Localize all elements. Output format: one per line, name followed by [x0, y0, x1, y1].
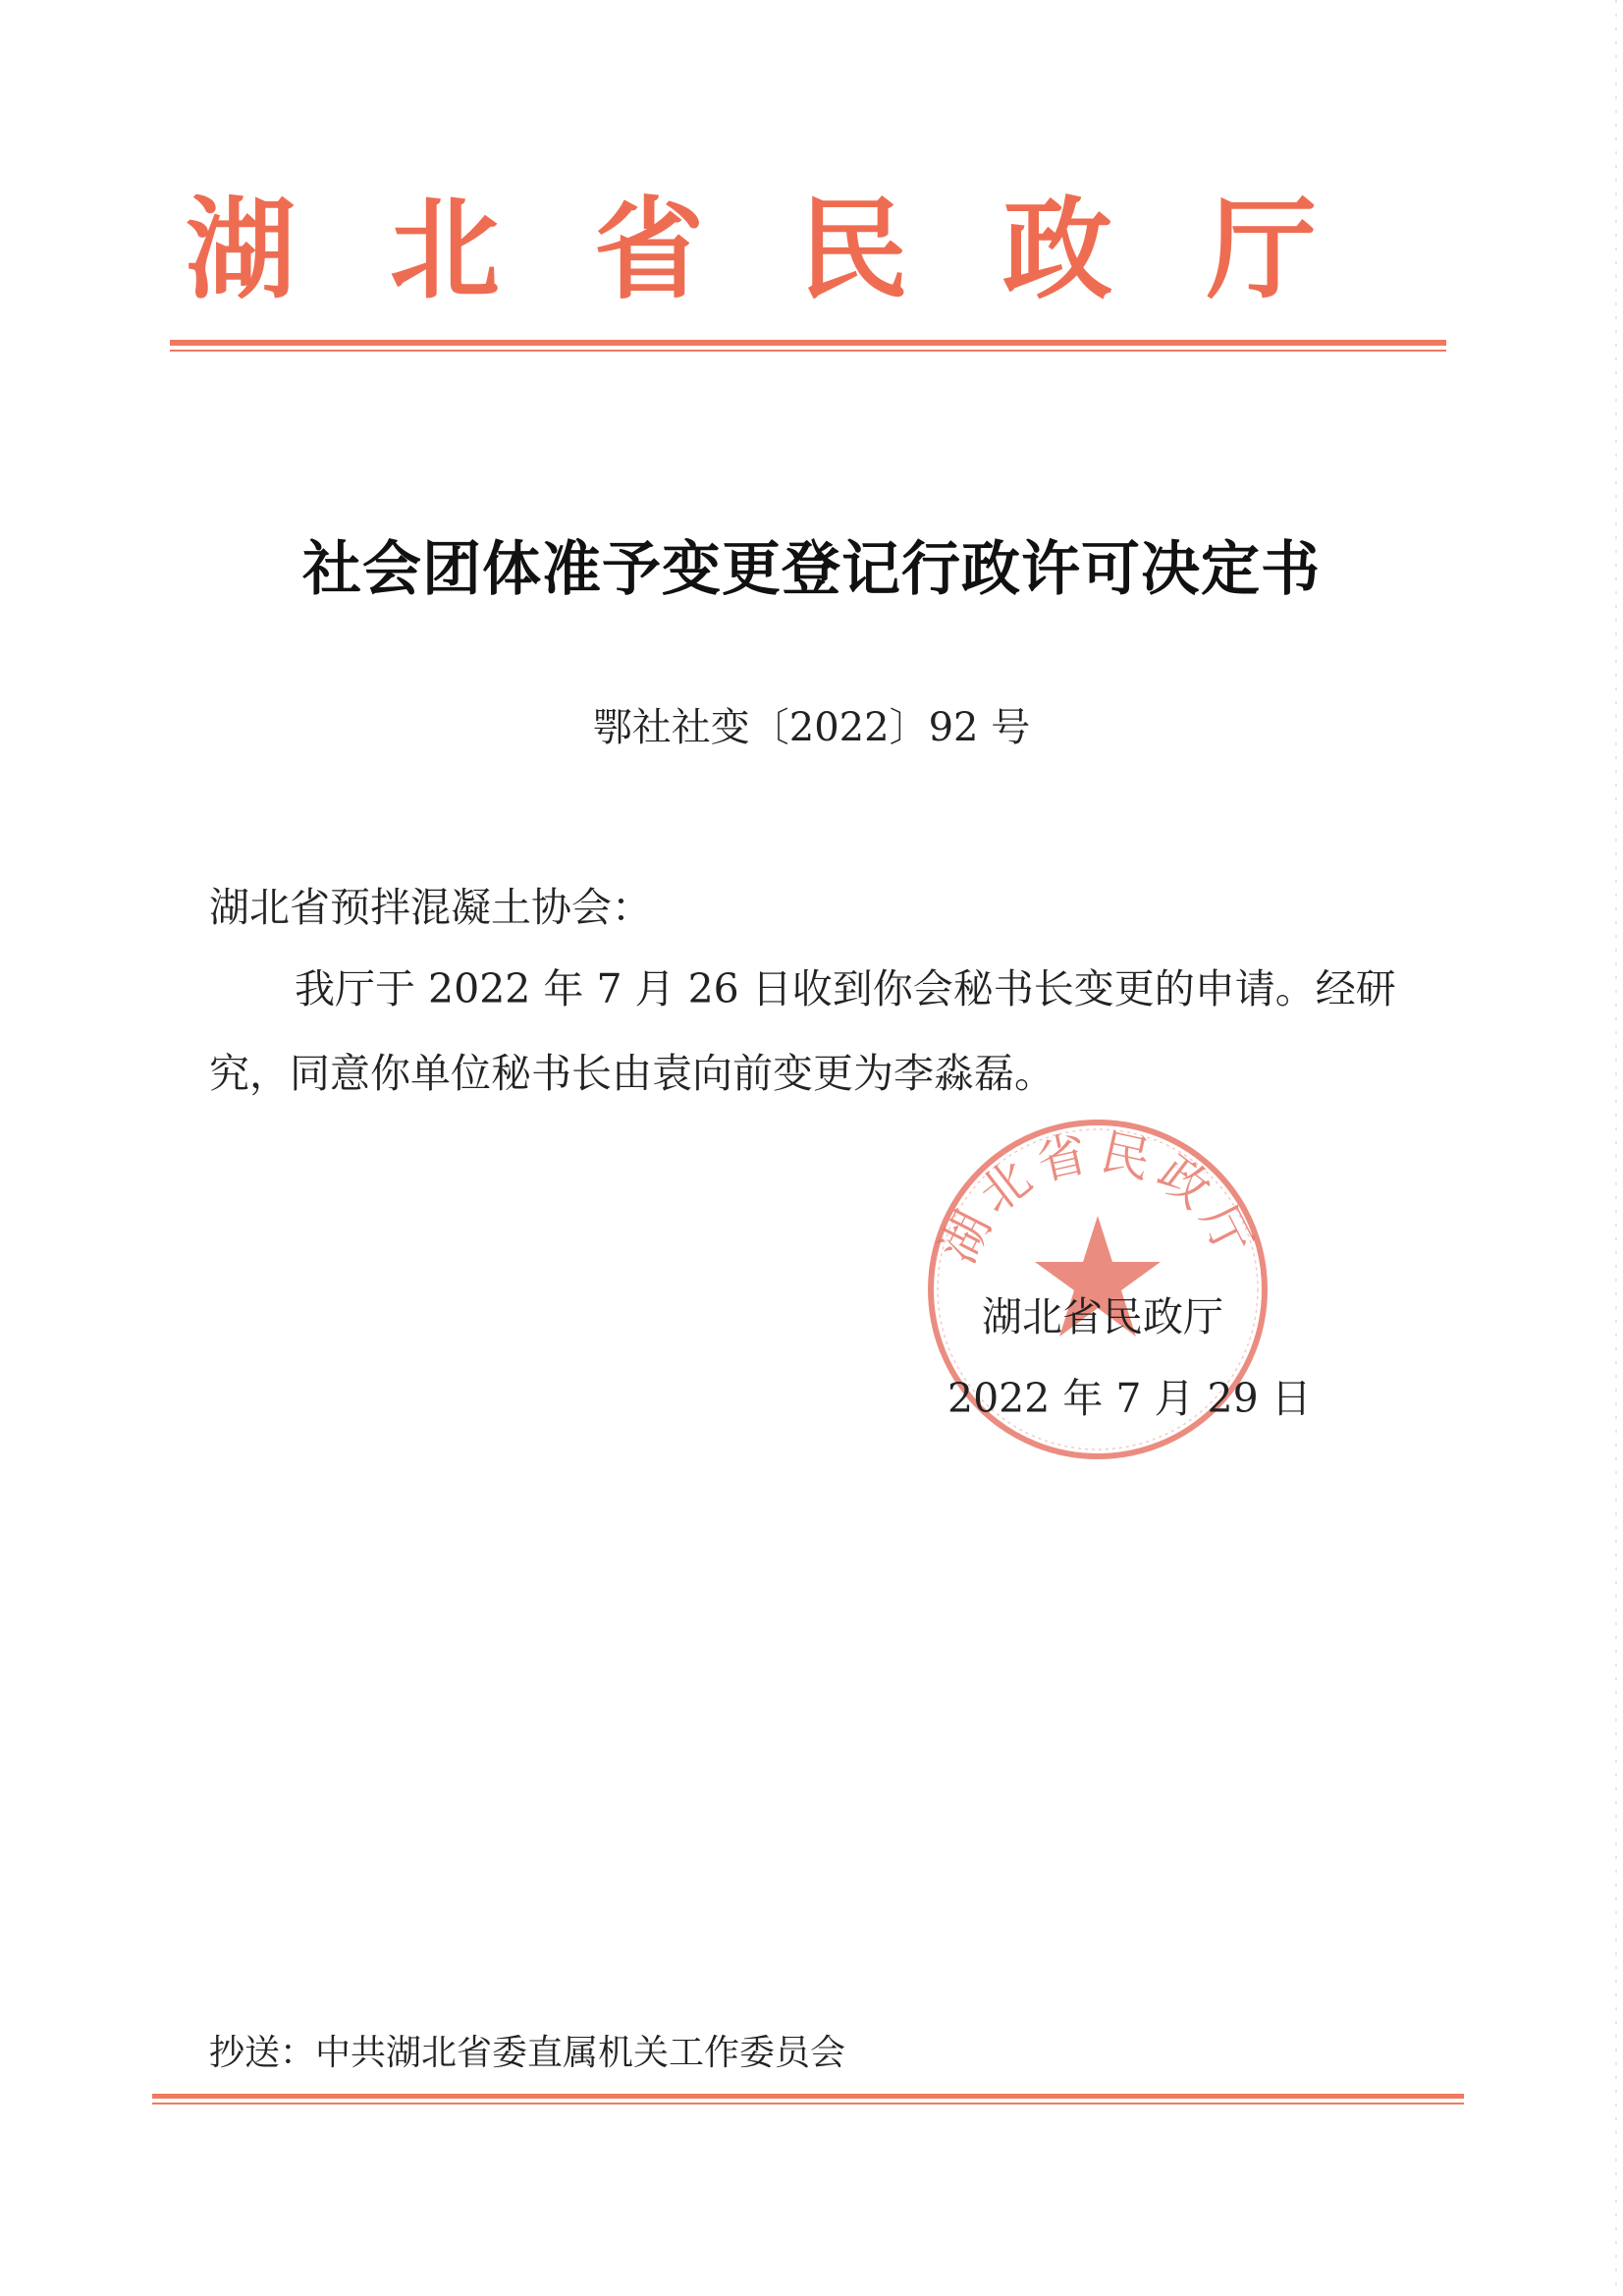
document-number: 鄂社社变〔2022〕92 号: [592, 705, 1031, 750]
recipient: 湖北省预拌混凝土协会：: [209, 884, 652, 931]
issuer-char: 湖: [186, 187, 296, 314]
cc-recipients: 抄送：中共湖北省委直属机关工作委员会: [209, 2033, 846, 2073]
header-red-rule: [170, 340, 1446, 346]
signature-organization: 湖北省民政厅: [982, 1293, 1223, 1340]
issuer-char: 政: [1002, 187, 1112, 314]
signature-date: 2022 年 7 月 29 日: [947, 1375, 1312, 1422]
issuer-char: 省: [594, 187, 704, 314]
seal-text-path: 湖北省民政厅: [929, 1122, 1267, 1273]
body-paragraph-line-1: 我厅于 2022 年 7 月 26 日收到你会秘书长变更的申请。经研: [295, 965, 1396, 1012]
scan-edge-artifact: [1615, 0, 1617, 2296]
issuer-header: [167, 182, 1335, 319]
issuer-char: 厅: [1207, 187, 1317, 314]
issuer-char: 民: [798, 187, 908, 314]
issuer-char: 北: [390, 187, 500, 314]
body-paragraph-line-2: 究，同意你单位秘书长由袁向前变更为李淼磊。: [209, 1050, 1055, 1097]
document-title: 社会团体准予变更登记行政许可决定书: [302, 535, 1321, 604]
footer-red-rule: [152, 2094, 1464, 2099]
